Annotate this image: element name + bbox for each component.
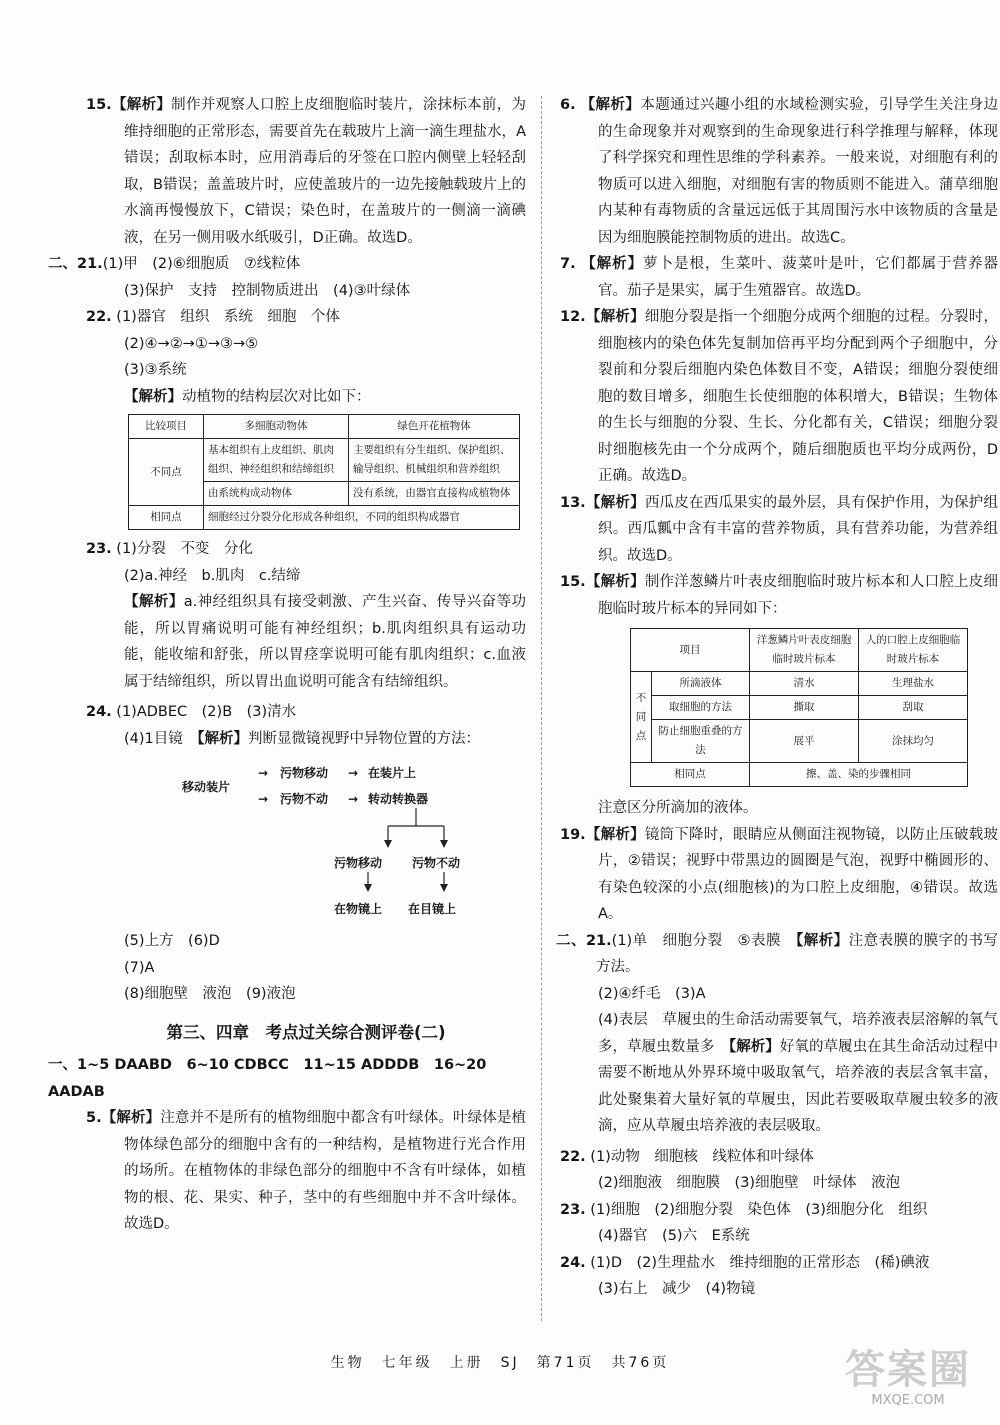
answer-line: (5)上方 (6)D [124,933,220,949]
answer-line: (2)a.神经 b.肌肉 c.结缔 [124,567,301,584]
table-cell: 细胞经过分裂分化形成各种组织，不同的组织构成器官 [204,506,520,530]
analysis-line: (4)1目镜 【解析】判断显微镜视野中异物位置的方法： [124,730,481,747]
question-22-right: 22. (1)动物 细胞核 线粒体和叶绿体 [560,1148,814,1165]
answer-line: (8)细胞壁 液泡 (9)液泡 [124,986,296,1002]
diagram-node: 污物移动 [334,856,383,870]
question-24-right: 24. (1)D (2)生理盐水 维持细胞的正常形态 (稀)碘液 [560,1254,930,1271]
diagram-node: 在装片上 [368,766,417,780]
table-row [631,672,968,696]
table-cell: 涂抹均匀 [859,720,968,763]
analysis-line: 【解析】动植物的结构层次对比如下： [124,388,371,405]
table-cell: 没有系统，由器官直接构成植物体 [348,482,519,506]
diagram-node: 污物不动 [412,856,461,870]
diagram-node: 污物移动 [280,766,329,780]
table-row [631,629,968,672]
table-row [129,415,520,439]
table-cell: 生理盐水 [859,672,968,696]
question-15-left: 15.【解析】制作并观察人口腔上皮细胞临时装片，涂抹标本前，为维持细胞的正常形态，需要首先在载玻片上滴一滴生理盐水，A错误；刮取标本时，应用消毒后的牙签在口腔内侧壁上轻轻刮取，B错误；盖盖玻片时，应使盖玻片的一边先接触载玻片上的水滴再慢慢放下，C错误；染色时，在盖玻片的一侧滴一滴碘液，在另一侧用吸水纸吸引，D正确。故选D。 [86,97,526,246]
diagram-node: 移动装片 [182,780,231,794]
question-5-left: 5.【解析】注意并不是所有的植物细胞中都含有叶绿体。叶绿体是植物体绿色部分的细胞中含有的一种结构，是植物进行光合作用的场所。在植物体的非绿色部分的细胞中不含有叶绿体，如植物的根、花、果实、种子，茎中的有些细胞中并不含叶绿体。故选D。 [86,1110,526,1232]
answer-line: (2)细胞液 细胞膜 (3)细胞壁 叶绿体 液泡 [598,1175,901,1191]
diagram-node: 在目镜上 [408,902,457,916]
page-footer: 生物 七年级 上册 SJ 第71页 共76页 [330,1355,670,1371]
question-21-right: 二、21.(1)单 细胞分裂 ⑤表膜 【解析】注意表膜的膜字的书写方法。 [556,932,999,975]
table-cell: 由系统构成动物体 [204,482,349,506]
table-cell: 主要组织有分生组织、保护组织、输导组织、机械组织和营养组织 [348,439,519,482]
question-15-right: 15.【解析】制作洋葱鳞片叶表皮细胞临时玻片标本和人口腔上皮细胞临时玻片标本的异同如下： [560,574,999,617]
table-cell: 刮取 [859,696,968,720]
arrow-icon: → [258,792,269,806]
table-row [129,506,520,530]
foreign-object-diagram [86,756,526,924]
multiple-choice-answers: 一、1~5 DAABD 6~10 CDBCC 11~15 ADDDB 16~20 AADAB [48,1057,487,1100]
table-cell: 所滴液体 [652,672,750,696]
table-row [129,439,520,482]
table-header: 洋葱鳞片叶表皮细胞临时玻片标本 [750,629,859,672]
table-cell: 不同点 [631,672,652,763]
question-23-left: 23. (1)分裂 不变 分化 [86,541,253,557]
table-header: 人的口腔上皮细胞临时玻片标本 [859,629,968,672]
table-cell: 相同点 [129,506,204,530]
table-cell: 清水 [750,672,859,696]
question-19-right: 19.【解析】镜筒下降时，眼睛应从侧面注视物镜，以防止压破载玻片，②错误；视野中带黑边的圆圈是气泡，视野中椭圆形的、有染色较深的小点(细胞核)的为口腔上皮细胞，④错误。故选A。 [560,826,999,922]
table-row [631,763,968,787]
analysis-line: 【解析】a.神经组织具有接受刺激、产生兴奋、传导兴奋等功能，所以胃痛说明可能有神经组织；b.肌肉组织具有运动功能，能收缩和舒张，所以胃痉挛说明可能有肌肉组织；c.血液属于结缔组织，所以胃出血说明可能含有结缔组织。 [124,594,527,690]
analysis-line: 注意区分所滴加的液体。 [598,800,758,816]
arrow-icon: → [348,792,359,806]
column-divider [541,96,542,1321]
question-21-left: 二、21.(1)甲 (2)⑥细胞质 ⑦线粒体 [48,256,301,272]
table-header: 绿色开花植物体 [348,415,519,439]
slide-comparison-table [630,628,968,787]
section-title: 第三、四章 考点过关综合测评卷(二) [166,1022,446,1042]
diagram-node: 污物不动 [280,792,329,806]
question-23-right: 23. (1)细胞 (2)细胞分裂 染色体 (3)细胞分化 组织 [560,1201,928,1218]
question-6-right: 6. 【解析】本题通过兴趣小组的水域检测实验，引导学生关注身边的生命现象并对观察到的生命现象进行科学推理与解释，体现了科学探究和理性思维的学科素养。一般来说，对细胞有利的物质可以进入细胞，对细胞有害的物质则不能进入。蒲草细胞内某种有毒物质的含量远远低于其周围污水中该物质的含量是因为细胞膜能控制物质的进出。故选C。 [560,97,999,246]
table-cell: 撕取 [750,696,859,720]
table-header: 项目 [631,629,750,672]
table-cell: 不同点 [129,439,204,506]
answer-line: (7)A [124,959,155,976]
answer-line: (2)④纤毛 (3)A [598,985,706,1002]
table-cell: 取细胞的方法 [652,696,750,720]
answer-line: (3)③系统 [124,362,187,378]
structure-comparison-table [128,414,520,530]
right-column [556,92,999,1303]
question-7-right: 7. 【解析】萝卜是根，生菜叶、菠菜叶是叶，它们都属于营养器官。茄子是果实，属于生殖器官。故选D。 [560,256,999,299]
table-cell: 展平 [750,720,859,763]
analysis-line: (4)表层 草履虫的生命活动需要氧气，培养液表层溶解的氧气多，草履虫数量多 【解析】好氧的草履虫在其生命活动过程中需要不断地从外界环境中吸取氧气，培养液的表层含氧丰富，此处聚集着大量好氧的草履虫，因此若要吸取草履虫较多的液滴，应从草履虫培养液的表层吸取。 [598,1012,999,1134]
table-header: 比较项目 [129,415,204,439]
watermark-logo: 答案圈 MXQE.COM [845,1347,971,1408]
diagram-node: 在物镜上 [334,902,383,916]
answer-line: (3)右上 减少 (4)物镜 [598,1281,756,1297]
answer-line: (3)保护 支持 控制物质进出 (4)③叶绿体 [124,282,411,299]
table-row [631,696,968,720]
arrow-icon: → [348,766,359,780]
table-row [631,720,968,763]
question-12-right: 12.【解析】细胞分裂是指一个细胞分成两个细胞的过程。分裂时，细胞核内的染色体先复制加倍再平均分配到两个子细胞中，分裂前和分裂后细胞内染色体数目不变，A错误；细胞分裂使细胞的数目增多，细胞生长使细胞的体积增大，B错误；生物体的生长与细胞的分裂、生长、分化都有关，C错误；细胞分裂时细胞核先由一个分成两个，随后细胞质也平均分成两份，D正确。故选D。 [560,309,999,484]
question-13-right: 13.【解析】西瓜皮在西瓜果实的最外层，具有保护作用，为保护组织。西瓜瓤中含有丰富的营养物质，具有营养功能，为营养组织。故选D。 [560,494,999,564]
table-cell: 相同点 [631,763,750,787]
question-22-left: 22. (1)器官 组织 系统 细胞 个体 [86,309,340,325]
answer-line: (2)④→②→①→③→⑤ [124,335,259,352]
table-header: 多细胞动物体 [204,415,349,439]
table-cell: 基本组织有上皮组织、肌肉组织、神经组织和结缔组织 [204,439,349,482]
arrow-icon: → [258,766,269,780]
diagram-node: 转动转换器 [368,792,429,806]
answer-line: (4)器官 (5)六 E系统 [598,1228,750,1244]
question-24-left: 24. (1)ADBEC (2)B (3)清水 [86,704,297,720]
table-cell: 擦、盖、染的步骤相同 [750,763,968,787]
table-cell: 防止细胞重叠的方法 [652,720,750,763]
down-arrows [362,870,462,894]
left-column [48,92,527,1238]
